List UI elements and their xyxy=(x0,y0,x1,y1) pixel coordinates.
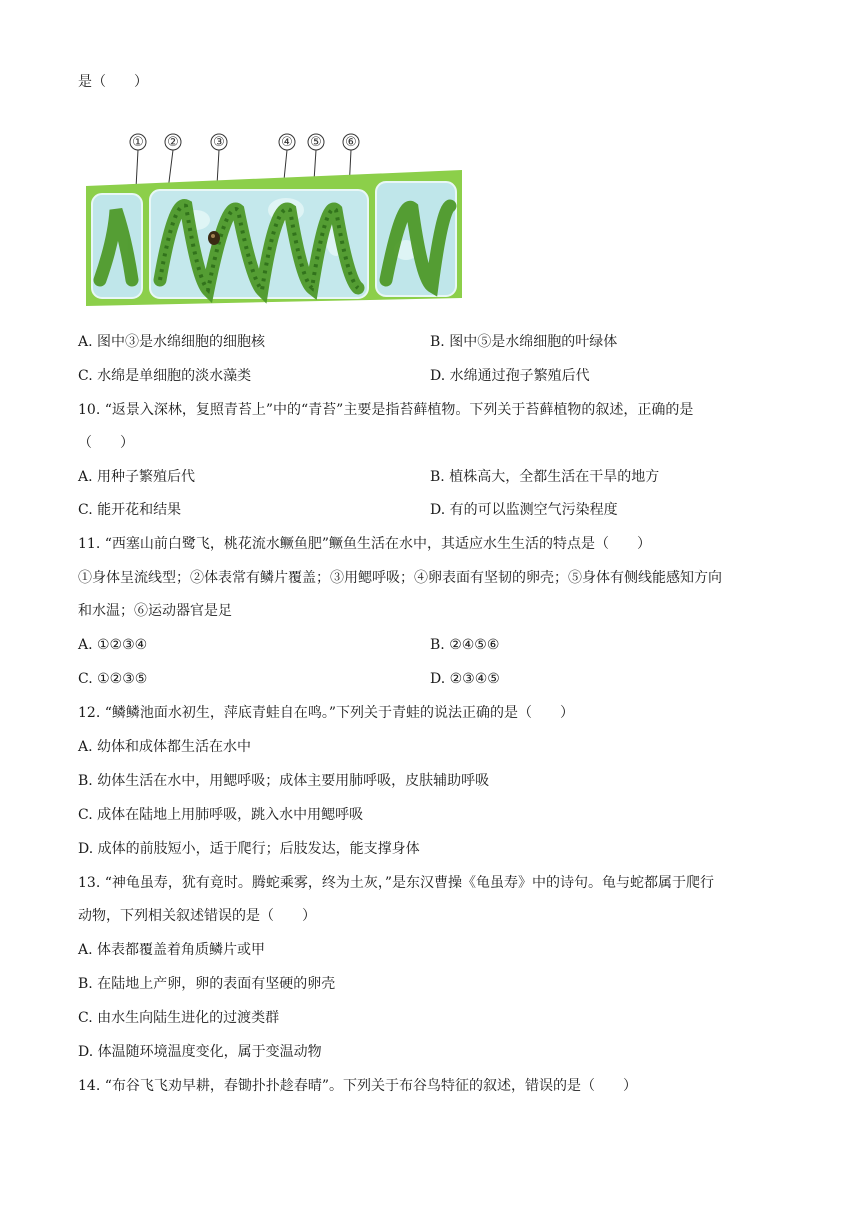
q12-option-d: D. 成体的前肢短小，适于爬行；后肢发达，能支撑身体 xyxy=(78,841,420,857)
q11-stem-line2: ①身体呈流线型；②体表常有鳞片覆盖；③用鳃呼吸；④卵表面有坚韧的卵壳；⑤身体有侧线能感知方向 xyxy=(78,570,722,586)
q10-option-a: A. 用种子繁殖后代 xyxy=(78,469,196,485)
q10-option-b: B. 植株高大，全都生活在干旱的地方 xyxy=(430,469,660,485)
q12-option-a: A. 幼体和成体都生活在水中 xyxy=(78,739,252,755)
q13-stem-line1: 13. “神龟虽寿，犹有竟时。腾蛇乘雾，终为土灰，”是东汉曹操《龟虽寿》中的诗句。龟与蛇都属于爬行 xyxy=(78,875,715,891)
q9-option-c: C. 水绵是单细胞的淡水藻类 xyxy=(78,368,252,384)
q9-option-a: A. 图中③是水绵细胞的细胞核 xyxy=(78,334,266,350)
q10-stem-line2: （ ） xyxy=(78,435,134,451)
q12-stem-line1: 12. “鳞鳞池面水初生，萍底青蛙自在鸣。”下列关于青蛙的说法正确的是（ ） xyxy=(78,705,575,721)
q11-stem-line3: 和水温；⑥运动器官是足 xyxy=(78,603,232,619)
q11-option-a: A. ①②③④ xyxy=(78,637,148,653)
q13-stem-line2: 动物，下列相关叙述错误的是（ ） xyxy=(78,908,316,924)
figure-label-6: ⑥ xyxy=(345,135,357,150)
figure-label-3: ③ xyxy=(213,135,225,150)
q10-stem-line1: 10. “返景入深林，复照青苔上”中的“青苔”主要是指苔藓植物。下列关于苔藓植物的叙述，正确的是 xyxy=(78,402,694,418)
q11-option-c: C. ①②③⑤ xyxy=(78,671,148,687)
q11-option-d: D. ②③④⑤ xyxy=(430,671,500,687)
q14-stem-line1: 14. “布谷飞飞劝早耕，春锄扑扑趁春晴”。下列关于布谷鸟特征的叙述，错误的是（ ） xyxy=(78,1078,638,1094)
q10-option-d: D. 有的可以监测空气污染程度 xyxy=(430,502,618,518)
figure-label-4: ④ xyxy=(281,135,293,150)
q11-option-b: B. ②④⑤⑥ xyxy=(430,637,500,653)
figure-label-1: ① xyxy=(132,135,144,150)
q13-option-a: A. 体表都覆盖着角质鳞片或甲 xyxy=(78,942,266,958)
spirogyra-figure xyxy=(86,130,462,308)
figure-label-2: ② xyxy=(167,135,179,150)
q11-stem-line1: 11. “西塞山前白鹭飞，桃花流水鳜鱼肥”鳜鱼生活在水中，其适应水生生活的特点是（ ） xyxy=(78,536,652,552)
q9-option-d: D. 水绵通过孢子繁殖后代 xyxy=(430,368,590,384)
q12-option-c: C. 成体在陆地上用肺呼吸，跳入水中用鳃呼吸 xyxy=(78,807,364,823)
q10-option-c: C. 能开花和结果 xyxy=(78,502,182,518)
q9-option-b: B. 图中⑤是水绵细胞的叶绿体 xyxy=(430,334,618,350)
q9-stem-tail: 是（ ） xyxy=(78,74,148,90)
q13-option-b: B. 在陆地上产卵，卵的表面有坚硬的卵壳 xyxy=(78,976,336,992)
figure-label-5: ⑤ xyxy=(310,135,322,150)
q13-option-c: C. 由水生向陆生进化的过渡类群 xyxy=(78,1010,280,1026)
q12-option-b: B. 幼体生活在水中，用鳃呼吸；成体主要用肺呼吸，皮肤辅助呼吸 xyxy=(78,773,490,789)
q13-option-d: D. 体温随环境温度变化，属于变温动物 xyxy=(78,1044,322,1060)
